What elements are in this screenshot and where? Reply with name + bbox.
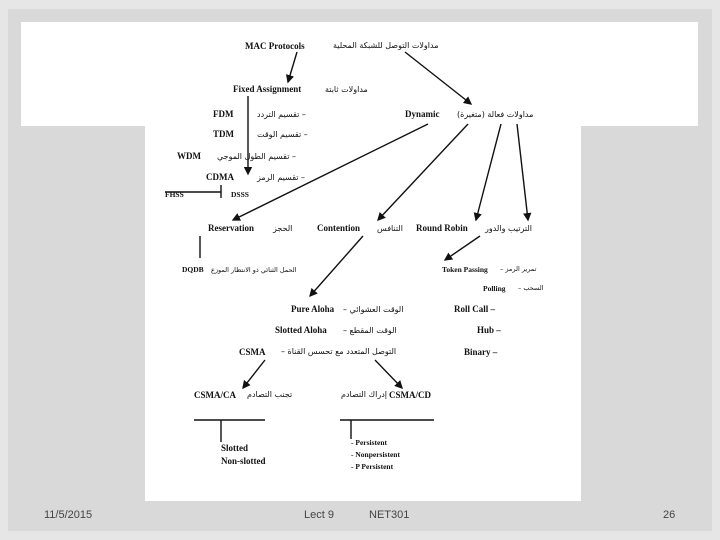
dynamic-arabic: مداولات فعالة (متغيرة) [457, 110, 534, 119]
csma-arabic: التوصل المتعدد مع تحسس القناة – [281, 347, 397, 356]
mac-protocols-diagram [145, 34, 581, 501]
roll-call-label: Roll Call – [454, 304, 496, 314]
csma-ca-label: CSMA/CA [194, 390, 236, 400]
contention-arabic: التنافس [377, 224, 403, 233]
tdm-arabic: – تقسيم الوقت [257, 130, 308, 139]
persistent-label: - Persistent [351, 438, 388, 447]
fdm-label: FDM [213, 109, 234, 119]
slide-number: 26 [663, 509, 676, 521]
reservation-arabic: الحجز [273, 224, 293, 233]
csma-cd-arabic: إدراك التصادم [341, 390, 387, 399]
fhss-label: FHSS [165, 190, 184, 199]
p-persistent-label: - P Persistent [351, 462, 394, 471]
fdm-arabic: – تقسيم التردد [257, 110, 306, 119]
nonpersistent-label: - Nonpersistent [351, 450, 400, 459]
dqdb-arabic: الحمل الثنائي ذو الانتظار الموزع [211, 266, 297, 274]
polling-label: Polling [483, 284, 506, 293]
fixed-assignment-label: Fixed Assignment [233, 84, 302, 94]
slotted-aloha-arabic: الوقت المقطع – [343, 326, 397, 335]
dqdb-label: DQDB [182, 265, 204, 274]
pure-aloha-arabic: الوقت العشوائي – [343, 305, 404, 314]
non-slotted-label: Non-slotted [221, 456, 266, 466]
binary-label: Binary – [464, 347, 498, 357]
fixed-assignment-arabic: مداولات ثابتة [325, 85, 368, 94]
slotted-label: Slotted [221, 443, 248, 453]
footer-course: NET301 [369, 509, 410, 521]
reservation-label: Reservation [208, 223, 254, 233]
polling-arabic: السحب – [518, 284, 544, 292]
mac-protocols-arabic: مداولات التوصل للشبكة المحلية [333, 41, 439, 50]
hub-label: Hub – [477, 325, 501, 335]
slotted-aloha-label: Slotted Aloha [275, 325, 327, 335]
round-robin-label: Round Robin [416, 223, 468, 233]
cdma-label: CDMA [206, 172, 234, 182]
mac-protocols-label: MAC Protocols [245, 41, 305, 51]
tdm-label: TDM [213, 129, 234, 139]
csma-cd-label: CSMA/CD [389, 390, 431, 400]
footer-lecture: Lect 9 [304, 509, 334, 521]
dynamic-label: Dynamic [405, 109, 440, 119]
csma-label: CSMA [239, 347, 266, 357]
token-passing-arabic: تمرير الرمز – [500, 265, 537, 273]
pure-aloha-label: Pure Aloha [291, 304, 335, 314]
footer-date: 11/5/2015 [44, 509, 93, 521]
csma-ca-arabic: تجنب التصادم [247, 390, 293, 399]
wdm-label: WDM [177, 151, 201, 161]
round-robin-arabic: الترتيب والدور [485, 224, 532, 233]
token-passing-label: Token Passing [442, 265, 488, 274]
dsss-label: DSSS [231, 190, 249, 199]
contention-label: Contention [317, 223, 361, 233]
wdm-arabic: – تقسيم الطول الموجي [217, 152, 296, 161]
cdma-arabic: – تقسيم الرمز [257, 173, 306, 182]
